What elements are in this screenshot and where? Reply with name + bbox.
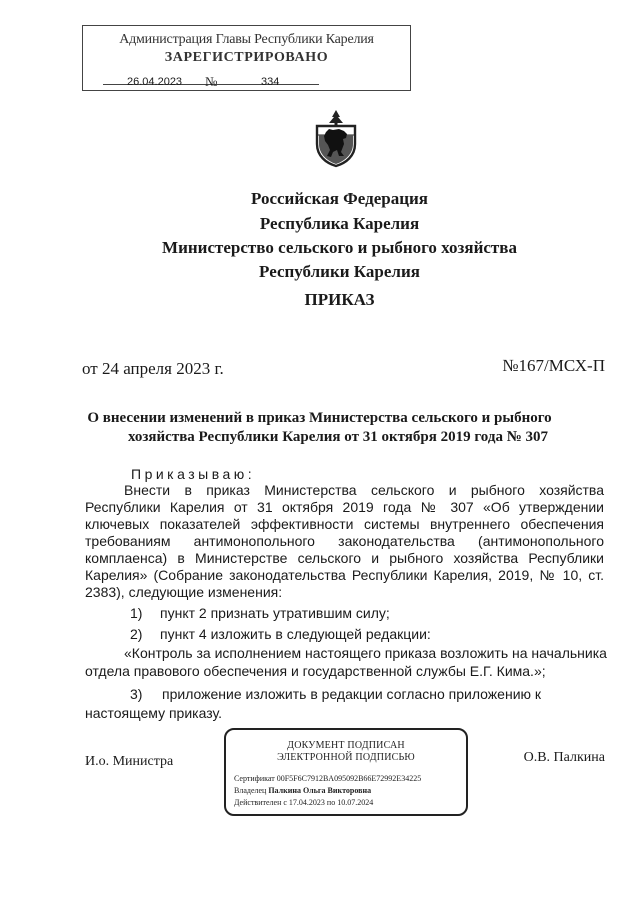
esign-cert-label: Сертификат [234, 774, 275, 783]
para-line-5: комплаенса) в Министерстве сельского и рыбного хозяйства Республики [85, 550, 604, 566]
item-1-text: пункт 2 признать утратившим силу; [160, 605, 390, 621]
esign-certificate [234, 774, 421, 783]
item-2-text: пункт 4 изложить в следующей редакции: [160, 626, 431, 642]
esign-valid-to: 10.07.2024 [337, 798, 374, 807]
registration-stamp [82, 25, 411, 91]
header-ministry-cont: Республики Карелия [259, 262, 420, 281]
subject-line-1: О внесении изменений в приказ Министерства сельского и рыбного [87, 410, 552, 426]
esign-title-1: ДОКУМЕНТ ПОДПИСАН [287, 740, 405, 751]
electronic-signature-box [224, 728, 468, 816]
para-line-1: Внести в приказ Министерства сельского и рыбного хозяйства [124, 482, 604, 498]
header-country: Российская Федерация [251, 189, 428, 208]
para-line-4: требованиям антимонопольного законодательства (антимонопольного [85, 533, 604, 549]
esign-validity [234, 798, 373, 807]
order-number: №167/МСХ-П [502, 356, 605, 375]
esign-valid-to-label: по [326, 798, 336, 807]
coat-of-arms-icon [313, 108, 359, 168]
esign-valid-from: 17.04.2023 [288, 798, 325, 807]
stamp-date: 26.04.2023 [127, 76, 183, 88]
prikazyvayu: Приказываю: [131, 466, 256, 482]
item-2-number: 2) [130, 626, 143, 642]
item-3-continuation: настоящему приказу. [85, 705, 222, 721]
item-3-text: приложение изложить в редакции согласно приложению к [162, 686, 542, 702]
item-3-number: 3) [130, 686, 143, 702]
header-ministry: Министерство сельского и рыбного хозяйства [162, 238, 517, 257]
esign-owner-value: Палкина Ольга Викторовна [268, 786, 372, 795]
stamp-org: Администрация Главы Республики Карелия [119, 32, 374, 47]
para-line-3: ключевых показателей эффективности системы внутреннего обеспечения [85, 516, 604, 532]
para-line-7: 2383), следующие изменения: [85, 584, 283, 600]
document-title: ПРИКАЗ [304, 290, 375, 309]
esign-cert-value: 00F5F6C7912BA095092B66E72992E34225 [276, 774, 422, 783]
stamp-registered: ЗАРЕГИСТРИРОВАНО [164, 50, 329, 65]
esign-owner [234, 786, 371, 795]
header-republic: Республика Карелия [259, 214, 420, 233]
order-date: от 24 апреля 2023 г. [82, 359, 224, 378]
para-line-2: Республики Карелия от 31 октября 2019 года № 307 «Об утверждении [85, 499, 604, 515]
stamp-number-label: № [205, 74, 218, 89]
esign-valid-label: Действителен с [234, 798, 287, 807]
quote-line-2: отдела правового обеспечения и государственной службы Е.Г. Кима.»; [85, 663, 546, 679]
signatory-position: И.о. Министра [85, 754, 174, 769]
para-line-6: Карелия» (Собрание законодательства Республики Карелия, 2019, № 10, ст. [85, 567, 604, 583]
esign-title-2: ЭЛЕКТРОННОЙ ПОДПИСЬЮ [277, 752, 415, 763]
esign-owner-label: Владелец [234, 786, 267, 795]
subject-line-2: хозяйства Республики Карелия от 31 октября 2019 года № 307 [127, 429, 549, 445]
signatory-name: О.В. Палкина [523, 750, 605, 765]
quote-line-1: «Контроль за исполнением настоящего приказа возложить на начальника [124, 645, 607, 661]
stamp-number: 334 [261, 76, 280, 88]
item-1-number: 1) [130, 605, 143, 621]
